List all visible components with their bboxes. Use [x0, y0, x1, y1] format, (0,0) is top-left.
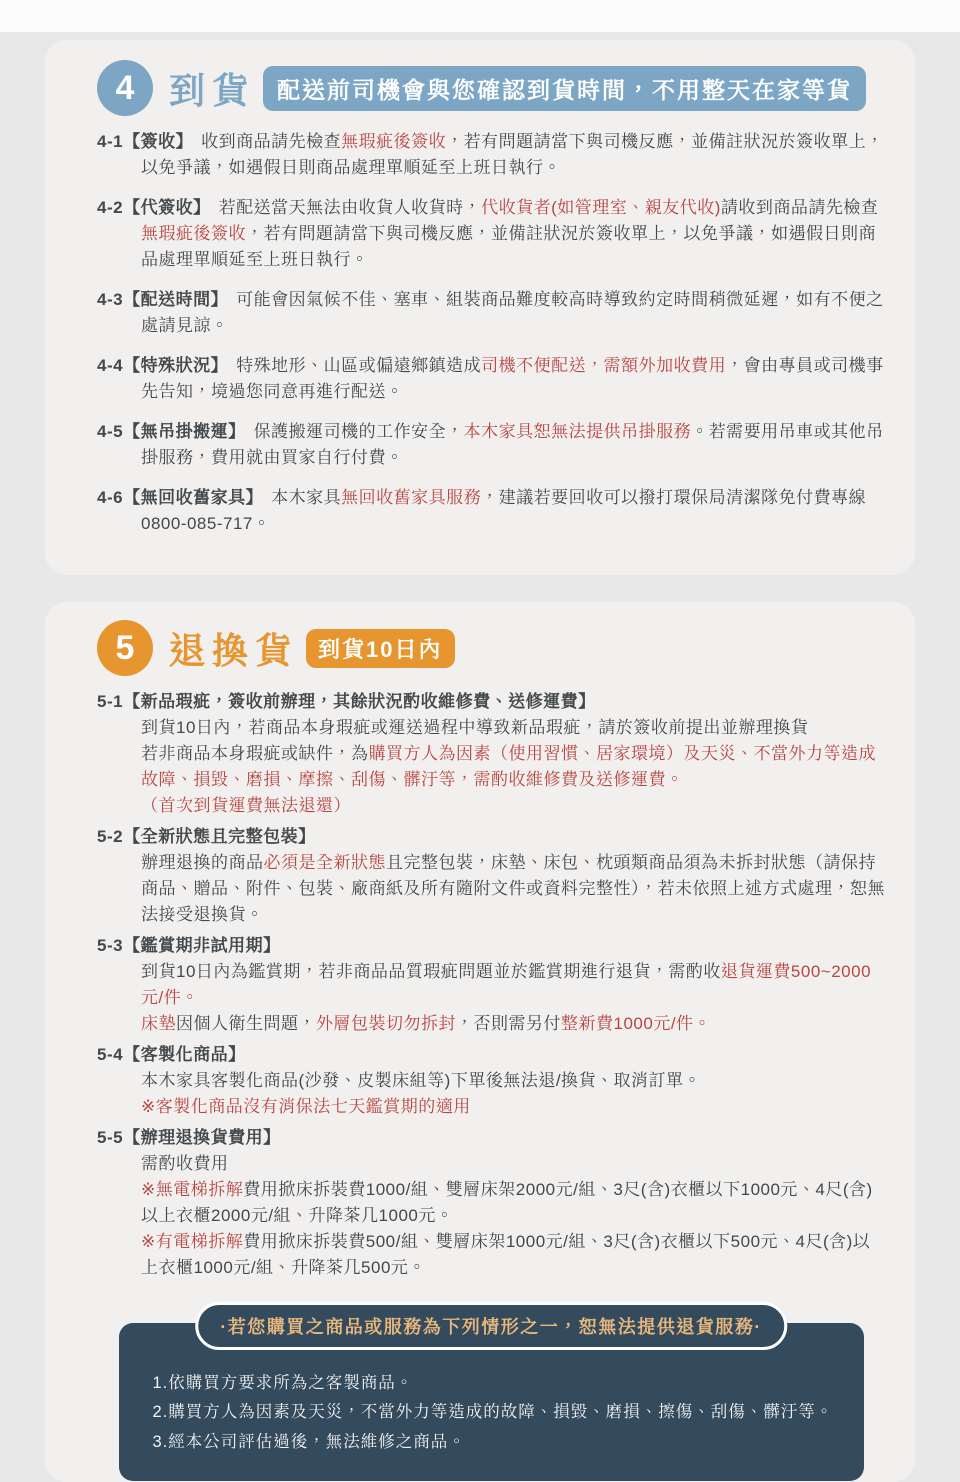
no-return-notice-box	[119, 1317, 864, 1481]
item-heading-line	[97, 1042, 885, 1068]
item-heading: 4-2【代簽收】	[97, 198, 211, 217]
section-title: 退換貨	[169, 629, 299, 671]
body-text: 需酌收費用	[141, 1154, 229, 1173]
policy-item-4-1	[97, 129, 885, 181]
item-heading: 5-3【鑑賞期非試用期】	[97, 936, 281, 955]
policy-item-5-5	[97, 1125, 885, 1281]
body-text: 到貨10日內，若商品本身瑕疵或運送過程中導致新品瑕疵，請於簽收前提出並辦理換貨	[141, 718, 809, 737]
highlighted-text: 本木家具恕無法提供吊掛服務	[463, 422, 692, 441]
item-text	[97, 287, 885, 339]
item-heading: 4-4【特殊狀況】	[97, 356, 229, 375]
item-text	[97, 353, 885, 405]
body-text: 本木家具	[271, 488, 342, 507]
highlighted-text: 無瑕疵後簽收	[341, 132, 447, 151]
body-text: 費用掀床拆裝費500/組、雙層床架1000元/組、3尺(含)衣櫃以下500元、4尺(含)以上衣櫃1000元/組、升降茶几500元。	[141, 1232, 871, 1277]
body-text: 收到商品請先檢查	[201, 132, 342, 151]
item-heading: 4-3【配送時間】	[97, 290, 229, 309]
notice-title-pill: ·若您購買之商品或服務為下列情形之一，恕無法提供退貨服務·	[195, 1302, 787, 1350]
item-text	[97, 485, 885, 537]
section-subtitle-badge: 配送前司機會與您確認到貨時間，不用整天在家等貨	[263, 66, 866, 111]
highlighted-text: 整新費1000元/件。	[561, 1014, 712, 1033]
highlighted-text: ※客製化商品沒有消保法七天鑑賞期的適用	[141, 1097, 471, 1116]
item-text	[141, 741, 885, 793]
highlighted-text: ※無電梯拆解	[141, 1180, 244, 1199]
body-text: ，若有問題請當下與司機反應，並備註狀況於簽收單上，以免爭議，如遇假日則商品處理單順延至上班日執行。	[141, 224, 876, 269]
highlighted-text: （首次到貨運費無法退還）	[141, 796, 351, 815]
body-text: 若配送當天無法由收貨人收貨時，	[218, 198, 482, 217]
body-text: ，否則需另付	[456, 1014, 561, 1033]
item-text	[141, 793, 885, 819]
body-text: 因個人衛生問題，	[176, 1014, 316, 1033]
highlighted-text: 司機不便配送，需額外加收費用	[481, 356, 727, 375]
policy-page	[0, 40, 960, 1482]
body-text: ，若有問題請當下與司機反應，並備註狀況於簽收單上，以免爭議，如遇假日則商品處理單順延至上班日執行。	[141, 132, 884, 177]
policy-item-5-3	[97, 933, 885, 1037]
policy-item-4-5	[97, 419, 885, 471]
policy-item-4-6	[97, 485, 885, 537]
policy-item-4-3	[97, 287, 885, 339]
body-text: ，會由專員或司機事先告知，境過您同意再進行配送。	[141, 356, 884, 401]
body-text: 本木家具客製化商品(沙發、皮製床組等)下單後無法退/換貨、取消訂單。	[141, 1071, 702, 1090]
item-text	[141, 715, 885, 741]
item-text	[141, 1011, 885, 1037]
item-heading: 5-5【辦理退換貨費用】	[97, 1128, 281, 1147]
highlighted-text: 無瑕疵後簽收	[141, 224, 246, 243]
item-text	[141, 1094, 885, 1120]
section-returns-header	[97, 620, 885, 676]
section-subtitle-badge: 到貨10日內	[306, 629, 454, 668]
item-text	[97, 129, 885, 181]
item-text	[141, 1177, 885, 1229]
section-delivery-header	[97, 60, 885, 116]
policy-item-5-1	[97, 689, 885, 819]
item-heading: 4-5【無吊掛搬運】	[97, 422, 246, 441]
item-heading-line	[97, 689, 885, 715]
notice-item: 3.經本公司評估過後，無法維修之商品。	[152, 1432, 466, 1451]
body-text: 請收到商品請先檢查	[720, 198, 879, 217]
body-text: 且完整包裝，床墊、床包、枕頭類商品須為未拆封狀態（請保持商品、贈品、附件、包裝、廠商紙及所有隨附文件或資料完整性），若未依照上述方式處理，恕無法接受退換貨。	[141, 853, 885, 924]
notice-item: 1.依購買方要求所為之客製商品。	[152, 1374, 414, 1392]
highlighted-text: 退貨運費500~2000元/件。	[141, 962, 872, 1007]
section-delivery-card	[45, 40, 915, 575]
item-text	[141, 959, 885, 1011]
body-text: 費用掀床拆裝費1000/組、雙層床架2000元/組、3尺(含)衣櫃以下1000元、4尺(含)以上衣櫃2000元/組、升降茶几1000元。	[141, 1180, 873, 1225]
body-text: 可能會因氣候不佳、塞車、組裝商品難度較高時導致約定時間稍微延遲，如有不便之處請見諒。	[141, 290, 884, 335]
item-heading: 4-6【無回收舊家具】	[97, 488, 264, 507]
item-heading: 5-4【客製化商品】	[97, 1045, 246, 1064]
body-text: 辦理退換的商品	[141, 853, 264, 872]
item-heading: 4-1【簽收】	[97, 132, 194, 151]
highlighted-text: 無回收舊家具服務	[341, 488, 482, 507]
highlighted-text: 代收貨者(如管理室、親友代收)	[481, 198, 721, 217]
highlighted-text: 外層包裝切勿拆封	[316, 1014, 456, 1033]
item-text	[97, 419, 885, 471]
section-number-badge: 5	[97, 620, 153, 676]
item-text	[97, 195, 885, 273]
highlighted-text: 購買方人為因素（使用習慣、居家環境）及天災、不當外力等造成故障、損毀、磨損、摩擦、刮傷、髒汙等，需酌收維修費及送修運費。	[141, 744, 876, 789]
body-text: 到貨10日內為鑑賞期，若非商品品質瑕疵問題並於鑑賞期進行退貨，需酌收	[141, 962, 721, 981]
body-text: ，建議若要回收可以撥打環保局清潔隊免付費專線0800-085-717。	[141, 488, 867, 533]
notice-list	[145, 1369, 838, 1457]
body-text: 若非商品本身瑕疵或缺件，為	[141, 744, 369, 763]
policy-item-4-2	[97, 195, 885, 273]
body-text: 。若需要用吊車或其他吊掛服務，費用就由買家自行付費。	[141, 422, 884, 467]
section-number-badge: 4	[97, 60, 153, 116]
highlighted-text: 床墊	[141, 1014, 176, 1033]
notice-item: 2.購買方人為因素及天災，不當外力等造成的故障、損毀、磨損、擦傷、刮傷、髒汙等。	[152, 1403, 834, 1422]
item-heading-line	[97, 824, 885, 850]
item-heading-line	[97, 933, 885, 959]
item-text	[141, 850, 885, 928]
highlighted-text: ※有電梯拆解	[141, 1232, 244, 1251]
item-heading: 5-1【新品瑕疵，簽收前辦理，其餘狀況酌收維修費、送修運費】	[97, 692, 596, 711]
section-title: 到貨	[169, 69, 256, 111]
returns-policy-items	[97, 689, 885, 1281]
page-top-margin	[0, 0, 960, 32]
policy-item-5-4	[97, 1042, 885, 1120]
delivery-policy-items	[97, 129, 885, 537]
item-text	[141, 1229, 885, 1281]
item-text	[141, 1068, 885, 1094]
item-heading: 5-2【全新狀態且完整包裝】	[97, 827, 316, 846]
policy-item-5-2	[97, 824, 885, 928]
policy-item-4-4	[97, 353, 885, 405]
item-text	[141, 1151, 885, 1177]
section-returns-card	[45, 602, 915, 1482]
body-text: 特殊地形、山區或偏遠鄉鎮造成	[236, 356, 482, 375]
item-heading-line	[97, 1125, 885, 1151]
highlighted-text: 必須是全新狀態	[263, 853, 386, 872]
body-text: 保護搬運司機的工作安全，	[253, 422, 464, 441]
